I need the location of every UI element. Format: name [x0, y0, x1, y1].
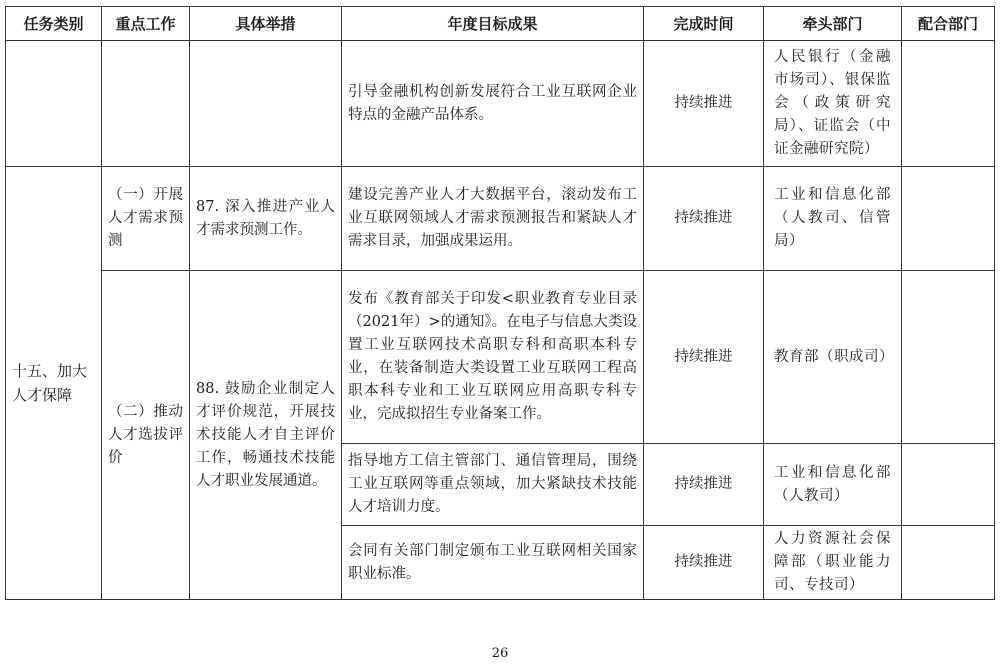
table-row — [6, 271, 995, 444]
lead-dept-cell: 教育部（职成司） — [764, 271, 902, 444]
coop-dept-cell — [902, 526, 995, 600]
category-cell-empty — [6, 41, 102, 167]
category-cell: 十五、加大人才保障 — [6, 167, 102, 600]
table-row — [6, 167, 995, 271]
header-key-work: 重点工作 — [102, 7, 190, 41]
goal-cell: 建设完善产业人才大数据平台，滚动发布工业互联网领域人才需求预测报告和紧缺人才需求目录，加强成果运用。 — [342, 167, 644, 271]
table-row — [6, 41, 995, 167]
work-cell: （二）推动人才选拔评价 — [102, 271, 190, 600]
time-cell: 持续推进 — [644, 41, 764, 167]
coop-dept-cell — [902, 41, 995, 167]
time-cell: 持续推进 — [644, 444, 764, 526]
header-lead-department: 牵头部门 — [764, 7, 902, 41]
header-coop-department: 配合部门 — [902, 7, 995, 41]
goal-cell: 指导地方工信主管部门、通信管理局，围绕工业互联网等重点领域，加大紧缺技术技能人才培训力度。 — [342, 444, 644, 526]
measure-cell: 88. 鼓励企业制定人才评价规范，开展技术技能人才自主评价工作，畅通技术技能人才职业发展通道。 — [190, 271, 342, 600]
time-cell: 持续推进 — [644, 167, 764, 271]
work-cell: （一）开展人才需求预测 — [102, 167, 190, 271]
header-completion-time: 完成时间 — [644, 7, 764, 41]
goal-cell: 会同有关部门制定颁布工业互联网相关国家职业标准。 — [342, 526, 644, 600]
measure-cell-empty — [190, 41, 342, 167]
goal-cell: 发布《教育部关于印发<职业教育专业目录（2021年）>的通知》。在电子与信息大类设置工业互联网技术高职专科和高职本科专业，在装备制造大类设置工业互联网工程高职本科专业和工业互联网应用高职专科专业，完成拟招生专业备案工作。 — [342, 271, 644, 444]
header-measures: 具体举措 — [190, 7, 342, 41]
lead-dept-cell: 工业和信息化部（人教司） — [764, 444, 902, 526]
measure-cell: 87. 深入推进产业人才需求预测工作。 — [190, 167, 342, 271]
page-number: 26 — [491, 646, 509, 661]
lead-dept-cell: 工业和信息化部（人教司、信管局） — [764, 167, 902, 271]
coop-dept-cell — [902, 444, 995, 526]
work-cell-empty — [102, 41, 190, 167]
lead-dept-cell: 人力资源社会保障部（职业能力司、专技司） — [764, 526, 902, 600]
header-row — [6, 7, 995, 41]
time-cell: 持续推进 — [644, 526, 764, 600]
task-table — [5, 6, 995, 600]
header-annual-goals: 年度目标成果 — [342, 7, 644, 41]
header-task-category: 任务类别 — [6, 7, 102, 41]
coop-dept-cell — [902, 271, 995, 444]
goal-cell: 引导金融机构创新发展符合工业互联网企业特点的金融产品体系。 — [342, 41, 644, 167]
coop-dept-cell — [902, 167, 995, 271]
lead-dept-cell: 人民银行（金融市场司）、银保监会（政策研究局）、证监会（中证金融研究院） — [764, 41, 902, 167]
time-cell: 持续推进 — [644, 271, 764, 444]
